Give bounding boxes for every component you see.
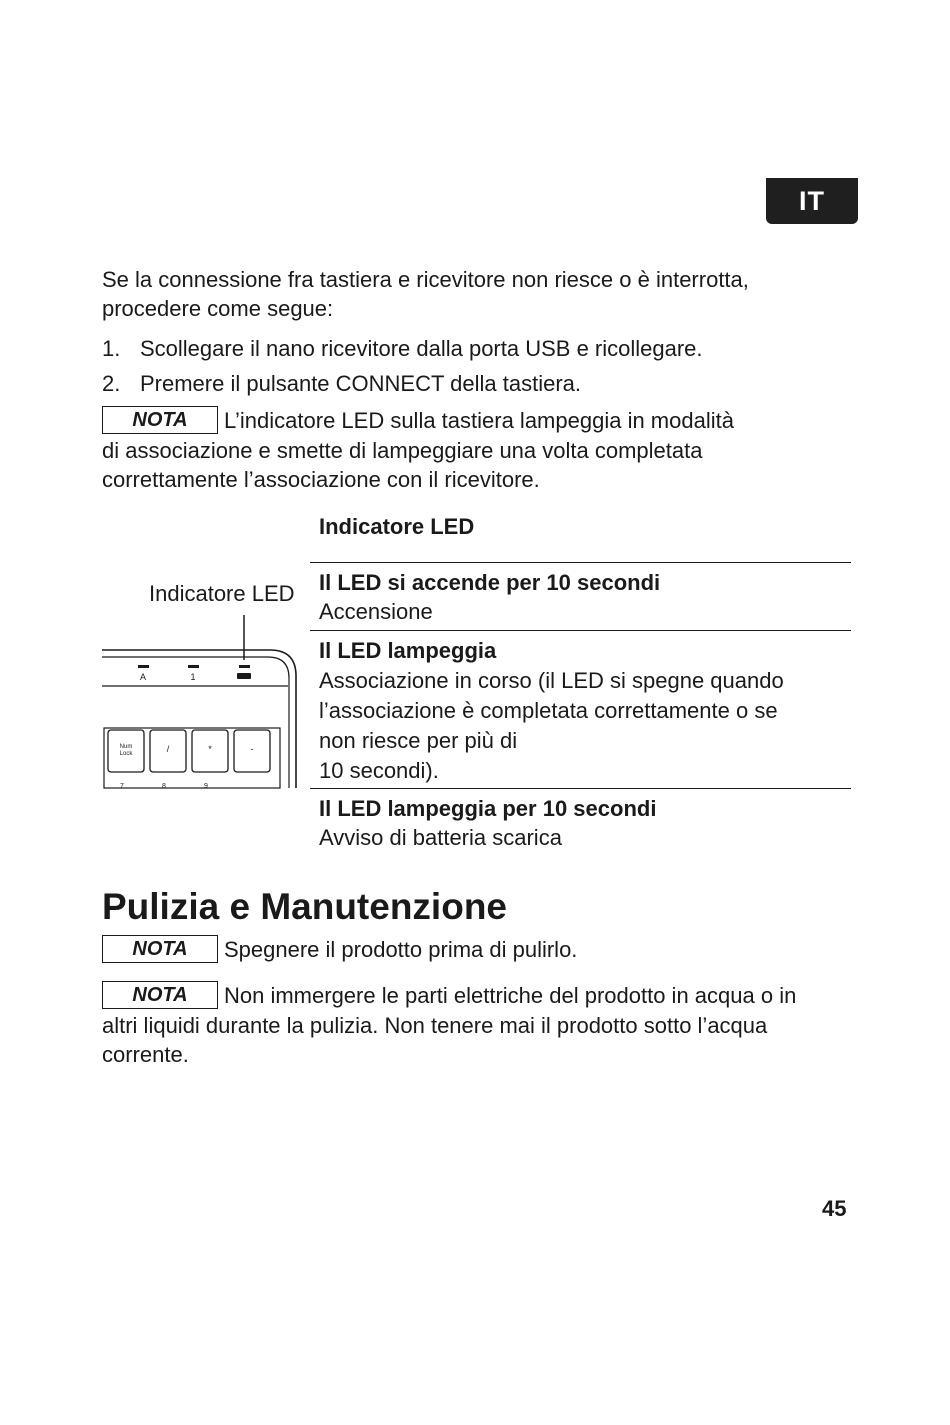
- key-label-asterisk: *: [208, 744, 212, 754]
- row-3-title: Il LED lampeggia per 10 secondi: [319, 796, 657, 821]
- key-label-num: Num: [119, 744, 133, 750]
- step-1-number: 1.: [102, 336, 121, 361]
- key-label-slash: /: [166, 744, 170, 754]
- intro-line-1: Se la connessione fra tastiera e ricevitore non riesce o è interrotta,: [102, 267, 749, 292]
- note-3-text: Non immergere le parti elettriche del prodotto in acqua o in: [224, 983, 797, 1008]
- table-divider: [310, 788, 851, 789]
- note-3-line-1: [102, 981, 796, 1011]
- note-3-line-3: corrente.: [102, 1042, 189, 1067]
- note-3-line-2: altri liquidi durante la pulizia. Non tenere mai il prodotto sotto l’acqua: [102, 1013, 768, 1038]
- led-1-icon: [188, 665, 199, 668]
- step-2-number: 2.: [102, 371, 121, 396]
- note-1-text: L’indicatore LED sulla tastiera lampeggia in modalità: [224, 408, 734, 433]
- led-a-icon: [138, 665, 149, 668]
- row-2-title: Il LED lampeggia: [319, 638, 497, 663]
- note-1-line-1: [102, 406, 734, 436]
- row-3-desc: Avviso di batteria scarica: [319, 825, 562, 850]
- row-2-desc-line-1: Associazione in corso (il LED si spegne quando: [319, 668, 784, 693]
- note-badge: NOTA: [102, 406, 218, 434]
- led-table-heading: Indicatore LED: [319, 514, 475, 539]
- section-title: Pulizia e Manutenzione: [102, 886, 507, 927]
- row-1-desc: Accensione: [319, 599, 433, 624]
- key-label-lock: Lock: [119, 751, 133, 757]
- key-label-7: 7: [120, 783, 124, 790]
- note-1-line-2: di associazione e smette di lampeggiare una volta completata: [102, 438, 703, 463]
- language-tab: IT: [766, 178, 858, 224]
- figure-label: Indicatore LED: [149, 581, 295, 606]
- step-2-text: Premere il pulsante CONNECT della tastiera.: [140, 371, 581, 396]
- table-divider: [310, 562, 851, 563]
- note-2-text: Spegnere il prodotto prima di pulirlo.: [224, 937, 578, 962]
- indicator-label-1: 1: [190, 672, 196, 682]
- note-1-line-3: correttamente l’associazione con il ricevitore.: [102, 467, 540, 492]
- indicator-label-a: A: [139, 672, 147, 682]
- row-2-desc-line-3: non riesce per più di: [319, 728, 518, 753]
- table-divider: [310, 630, 851, 631]
- key-label-8: 8: [162, 783, 166, 790]
- step-1-text: Scollegare il nano ricevitore dalla porta USB e ricollegare.: [140, 336, 703, 361]
- led-battery-icon: [239, 665, 250, 668]
- page-number: 45: [822, 1196, 847, 1221]
- note-badge: NOTA: [102, 935, 218, 963]
- row-2-desc-line-4: 10 secondi).: [319, 758, 439, 783]
- note-2: [102, 935, 577, 965]
- keyboard-led-illustration: [100, 610, 305, 790]
- key-label-minus: -: [250, 744, 254, 754]
- battery-icon: [237, 673, 251, 679]
- row-2-desc-line-2: l’associazione è completata correttamente o se: [319, 698, 778, 723]
- key-label-9: 9: [204, 783, 208, 790]
- row-1-title: Il LED si accende per 10 secondi: [319, 570, 661, 595]
- note-badge: NOTA: [102, 981, 218, 1009]
- intro-line-2: procedere come segue:: [102, 296, 334, 321]
